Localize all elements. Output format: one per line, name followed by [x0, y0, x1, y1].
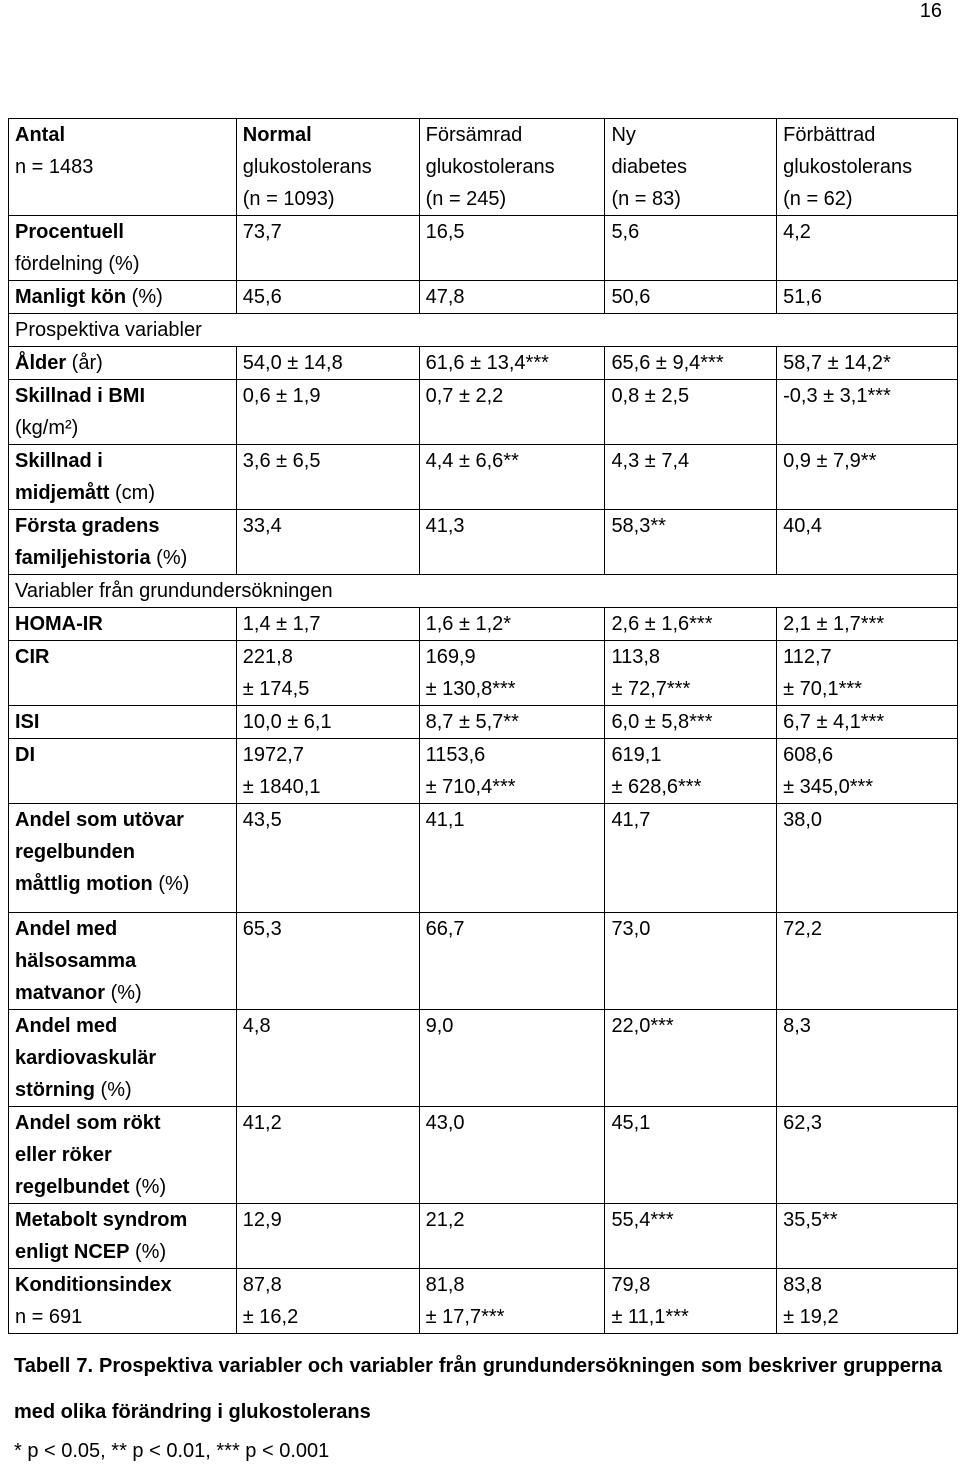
cell: 51,6: [777, 281, 958, 314]
cell: 41,2: [236, 1107, 419, 1204]
header-ny-l1: Ny: [611, 124, 636, 146]
cell: 221,8 ± 174,5: [236, 641, 419, 706]
cell: 41,3: [419, 510, 605, 575]
cell: 2,1 ± 1,7***: [777, 608, 958, 641]
table-row: [9, 739, 958, 804]
cell: 0,7 ± 2,2: [419, 380, 605, 445]
header-count-value: n = 1483: [15, 156, 94, 178]
header-ny-l3: (n = 83): [611, 188, 681, 210]
cell: 21,2: [419, 1204, 605, 1269]
row-label: CIR: [9, 641, 237, 706]
cell: 112,7 ± 70,1***: [777, 641, 958, 706]
cell: 66,7: [419, 913, 605, 1010]
cell: 72,2: [777, 913, 958, 1010]
header-cell-forbattrad: [777, 119, 958, 216]
cell: 55,4***: [605, 1204, 777, 1269]
row-label-rest: (kg/m²): [15, 417, 79, 439]
table-row: [9, 804, 958, 913]
row-label: DI: [9, 739, 237, 804]
header-row: [9, 119, 958, 216]
cell: 4,2: [777, 216, 958, 281]
section-row: [9, 314, 958, 347]
results-table: [8, 118, 958, 1334]
cell: 41,1: [419, 804, 605, 913]
row-label: [9, 510, 237, 575]
cell: 4,3 ± 7,4: [605, 445, 777, 510]
row-label: Metabolt syndrom enligt NCEP (%): [9, 1204, 237, 1269]
cell: 1,6 ± 1,2*: [419, 608, 605, 641]
cell: 3,6 ± 6,5: [236, 445, 419, 510]
cell: 113,8 ± 72,7***: [605, 641, 777, 706]
table-row: [9, 510, 958, 575]
header-forsamrad-l2: glukostolerans: [425, 156, 555, 178]
cell: 58,3**: [605, 510, 777, 575]
table-row: [9, 706, 958, 739]
cell: 2,6 ± 1,6***: [605, 608, 777, 641]
row-label-bold: Ålder: [15, 352, 67, 374]
cell: -0,3 ± 3,1***: [777, 380, 958, 445]
header-cell-normal: [236, 119, 419, 216]
row-label: [9, 347, 237, 380]
header-forbattrad-l2: glukostolerans: [783, 156, 913, 178]
page-number: 16: [919, 0, 942, 22]
row-label: [9, 445, 237, 510]
header-forsamrad-l3: (n = 245): [425, 188, 507, 210]
cell: 4,4 ± 6,6**: [419, 445, 605, 510]
significance-footnote: * p < 0.05, ** p < 0.01, *** p < 0.001: [14, 1440, 330, 1462]
cell: 41,7: [605, 804, 777, 913]
table-row: [9, 1010, 958, 1107]
table-row: [9, 445, 958, 510]
row-label: Andel som utövar regelbunden måttlig motion (%): [9, 804, 237, 913]
table-row: [9, 641, 958, 706]
cell: 8,3: [777, 1010, 958, 1107]
cell: 40,4: [777, 510, 958, 575]
cell: 65,3: [236, 913, 419, 1010]
cell: 12,9: [236, 1204, 419, 1269]
row-label-bold: Manligt kön: [15, 286, 127, 308]
section-heading-baseline: Variabler från grundundersökningen: [9, 575, 958, 608]
cell: 0,8 ± 2,5: [605, 380, 777, 445]
cell: 608,6 ± 345,0***: [777, 739, 958, 804]
table-caption: Tabell 7. Prospektiva variabler och variabler från grundundersökningen som beskriver grupperna med olika förändring i glukostolerans: [14, 1355, 942, 1423]
cell: 33,4: [236, 510, 419, 575]
cell: 79,8 ± 11,1***: [605, 1269, 777, 1334]
cell: 619,1 ± 628,6***: [605, 739, 777, 804]
cell: 54,0 ± 14,8: [236, 347, 419, 380]
header-count-label: Antal: [15, 124, 65, 146]
cell: 0,9 ± 7,9**: [777, 445, 958, 510]
row-label: [9, 281, 237, 314]
row-label: Andel med kardiovaskulär störning (%): [9, 1010, 237, 1107]
section-heading-prospective: Prospektiva variabler: [9, 314, 958, 347]
cell: 1153,6 ± 710,4***: [419, 739, 605, 804]
cell: 16,5: [419, 216, 605, 281]
cell: 62,3: [777, 1107, 958, 1204]
cell: 169,9 ± 130,8***: [419, 641, 605, 706]
cell: 43,5: [236, 804, 419, 913]
row-label: Andel med hälsosamma matvanor (%): [9, 913, 237, 1010]
table-row: [9, 347, 958, 380]
cell: 83,8 ± 19,2: [777, 1269, 958, 1334]
cell: 43,0: [419, 1107, 605, 1204]
row-label-bold: Skillnad i BMI: [15, 385, 146, 407]
header-ny-l2: diabetes: [611, 156, 688, 178]
row-label-bold: Första gradens: [15, 515, 160, 537]
header-cell-forsamrad: [419, 119, 605, 216]
row-label: [9, 380, 237, 445]
cell: 10,0 ± 6,1: [236, 706, 419, 739]
row-label-bold: Procentuell: [15, 221, 124, 243]
table-row: [9, 380, 958, 445]
cell: 1,4 ± 1,7: [236, 608, 419, 641]
row-label-rest: (%): [150, 547, 188, 569]
cell: 50,6: [605, 281, 777, 314]
cell: 73,0: [605, 913, 777, 1010]
table-row: [9, 608, 958, 641]
header-forbattrad-l1: Förbättrad: [783, 124, 876, 146]
cell: 81,8 ± 17,7***: [419, 1269, 605, 1334]
row-label: HOMA-IR: [9, 608, 237, 641]
table-row: [9, 281, 958, 314]
header-normal-l1: Normal: [242, 124, 312, 146]
cell: 5,6: [605, 216, 777, 281]
table-row: [9, 1269, 958, 1334]
cell: 47,8: [419, 281, 605, 314]
row-label-rest: (år): [66, 352, 103, 374]
row-label-bold: familjehistoria: [15, 547, 151, 569]
cell: 4,8: [236, 1010, 419, 1107]
table-row: [9, 913, 958, 1010]
cell: 38,0: [777, 804, 958, 913]
header-forbattrad-l3: (n = 62): [783, 188, 853, 210]
header-cell-ny-diabetes: [605, 119, 777, 216]
cell: 9,0: [419, 1010, 605, 1107]
cell: 65,6 ± 9,4***: [605, 347, 777, 380]
row-label-rest: fördelning (%): [15, 253, 140, 275]
table-row: [9, 1204, 958, 1269]
row-label: ISI: [9, 706, 237, 739]
cell: 87,8 ± 16,2: [236, 1269, 419, 1334]
header-normal-l2: glukostolerans: [242, 156, 372, 178]
row-label-rest: (cm): [109, 482, 156, 504]
header-cell-count: [9, 119, 237, 216]
cell: 6,0 ± 5,8***: [605, 706, 777, 739]
header-forsamrad-l1: Försämrad: [425, 124, 523, 146]
table-row: [9, 216, 958, 281]
row-label: Andel som rökt eller röker regelbundet (%): [9, 1107, 237, 1204]
table-row: [9, 1107, 958, 1204]
cell: 45,1: [605, 1107, 777, 1204]
cell: 61,6 ± 13,4***: [419, 347, 605, 380]
row-label-bold: Skillnad i: [15, 450, 103, 472]
row-label-rest: (%): [126, 286, 163, 308]
cell: 22,0***: [605, 1010, 777, 1107]
row-label: Konditionsindex n = 691: [9, 1269, 237, 1334]
row-label: [9, 216, 237, 281]
cell: 58,7 ± 14,2*: [777, 347, 958, 380]
cell: 1972,7 ± 1840,1: [236, 739, 419, 804]
cell: 6,7 ± 4,1***: [777, 706, 958, 739]
cell: 8,7 ± 5,7**: [419, 706, 605, 739]
cell: 73,7: [236, 216, 419, 281]
section-row: [9, 575, 958, 608]
header-normal-l3: (n = 1093): [242, 188, 335, 210]
cell: 0,6 ± 1,9: [236, 380, 419, 445]
row-label-bold: midjemått: [15, 482, 110, 504]
cell: 45,6: [236, 281, 419, 314]
cell: 35,5**: [777, 1204, 958, 1269]
